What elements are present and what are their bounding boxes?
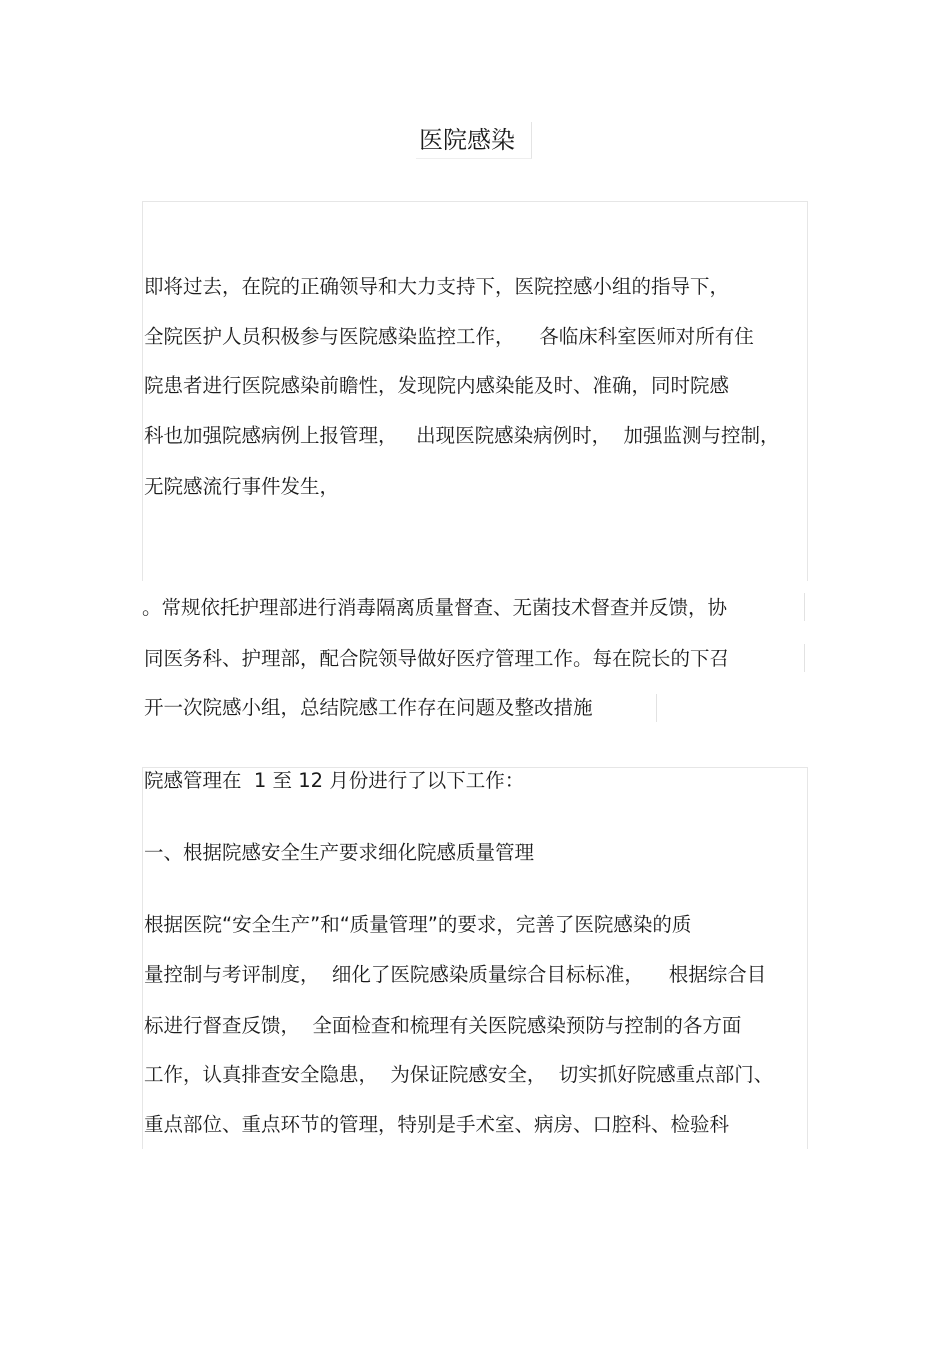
paragraph-line: 根据医院“安全生产”和“质量管理”的要求，完善了医院感染的质 xyxy=(144,913,692,936)
paragraph-line: 开一次院感小组，总结院感工作存在问题及整改措施 xyxy=(144,696,593,719)
paragraph-line: 量控制与考评制度， 细化了医院感染质量综合目标标准， 根据综合目 xyxy=(144,963,767,986)
paragraph-frame xyxy=(142,767,808,1149)
paragraph-line: 。常规依托护理部进行消毒隔离质量督查、无菌技术督查并反馈，协 xyxy=(142,596,728,619)
paragraph-line: 院患者进行医院感染前瞻性，发现院内感染能及时、准确，同时院感 xyxy=(144,374,730,397)
page-title: 医院感染 xyxy=(416,122,532,159)
line-edge xyxy=(656,694,657,722)
paragraph-line: 全院医护人员积极参与医院感染监控工作， 各临床科室医师对所有住 xyxy=(144,325,754,348)
line-edge xyxy=(804,593,805,621)
paragraph-line: 工作，认真排查安全隐患， 为保证院感安全， 切实抓好院感重点部门、 xyxy=(144,1063,774,1086)
paragraph-line: 即将过去，在院的正确领导和大力支持下，医院控感小组的指导下， xyxy=(144,275,730,298)
paragraph-line: 科也加强院感病例上报管理， 出现医院感染病例时， 加强监测与控制， xyxy=(144,424,780,447)
paragraph-line: 标进行督查反馈， 全面检查和梳理有关医院感染预防与控制的各方面 xyxy=(144,1014,742,1037)
section-heading: 一、根据院感安全生产要求细化院感质量管理 xyxy=(144,841,535,864)
paragraph-line: 无院感流行事件发生， xyxy=(144,475,340,498)
paragraph-line: 重点部位、重点环节的管理，特别是手术室、病房、口腔科、检验科 xyxy=(144,1113,730,1136)
paragraph-line: 同医务科、护理部，配合院领导做好医疗管理工作。每在院长的下召 xyxy=(144,647,730,670)
line-edge xyxy=(804,644,805,672)
section-intro: 院感管理在 1 至 12 月份进行了以下工作： xyxy=(144,769,525,792)
